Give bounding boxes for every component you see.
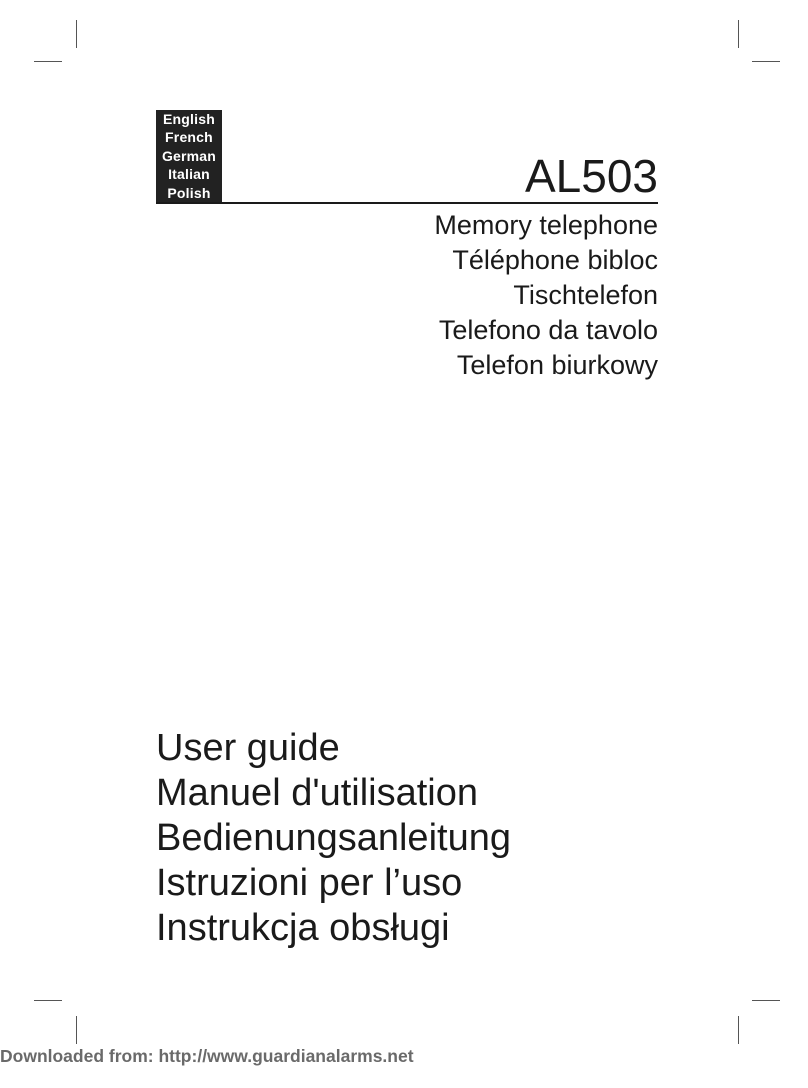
product-name: Telefono da tavolo bbox=[438, 315, 658, 345]
guide-title: Instrukcja obsługi bbox=[156, 907, 450, 949]
product-name: Téléphone bibloc bbox=[452, 245, 658, 275]
language-item: Polish bbox=[167, 184, 211, 201]
model-title: AL503 bbox=[524, 150, 658, 202]
guide-title: Istruzioni per l’uso bbox=[156, 862, 463, 904]
guide-title: Bedienungsanleitung bbox=[156, 817, 511, 859]
product-names bbox=[434, 208, 658, 383]
product-name: Telefon biurkowy bbox=[456, 350, 658, 380]
language-list bbox=[156, 110, 222, 202]
language-item: French bbox=[165, 129, 213, 146]
guide-title: User guide bbox=[156, 727, 340, 769]
crop-mark-top-right-h bbox=[752, 61, 780, 62]
download-footer: Downloaded from: http://www.guardianalarms.net bbox=[0, 1046, 414, 1066]
crop-mark-top-left-v bbox=[76, 20, 77, 48]
title-divider bbox=[156, 202, 658, 204]
crop-mark-bottom-right-v bbox=[738, 1016, 739, 1044]
product-name: Memory telephone bbox=[434, 210, 658, 240]
guide-titles bbox=[156, 726, 511, 951]
crop-mark-bottom-left-v bbox=[76, 1016, 77, 1044]
language-item: German bbox=[161, 147, 217, 164]
product-name: Tischtelefon bbox=[513, 280, 658, 310]
crop-mark-top-right-v bbox=[738, 20, 739, 48]
crop-mark-top-left-h bbox=[34, 61, 62, 62]
crop-mark-bottom-right-h bbox=[752, 1000, 780, 1001]
language-item: Italian bbox=[168, 166, 210, 183]
guide-title: Manuel d'utilisation bbox=[156, 772, 478, 814]
language-item: English bbox=[163, 110, 215, 127]
crop-mark-bottom-left-h bbox=[34, 1000, 62, 1001]
